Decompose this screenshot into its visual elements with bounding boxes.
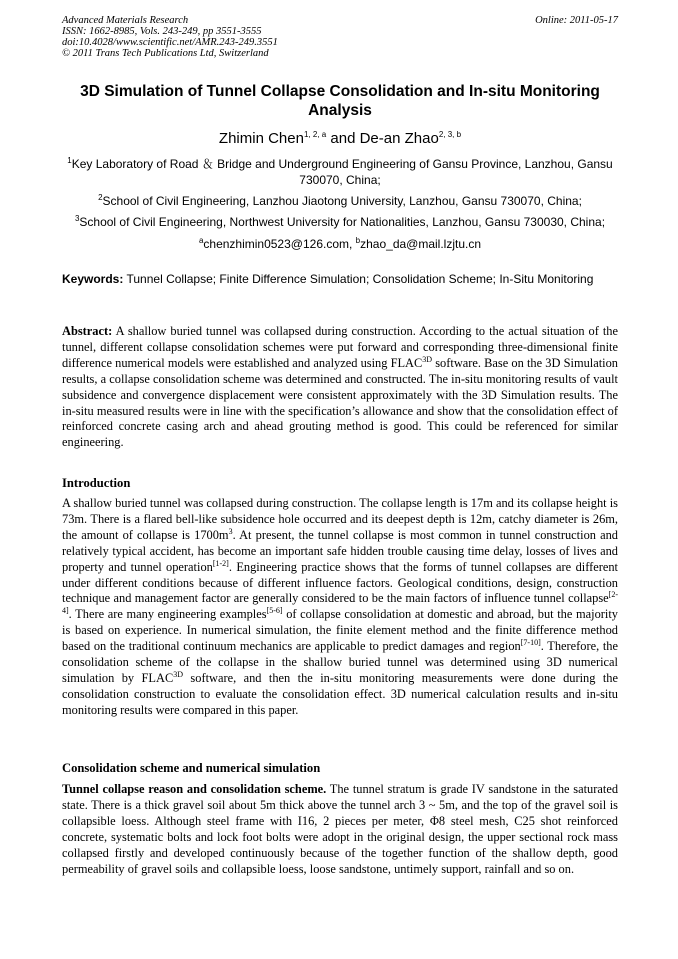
introduction-paragraph [62, 496, 618, 719]
abstract-label: Abstract: [62, 324, 113, 338]
abstract-text: software. Base on the 3D Simulation results, a collapse consolidation scheme was determined and constructed. The in-situ monitoring results of vault subsidence and convergence displacement were consistent approximately with the 3D Simulation results. The in-situ measured results were in line with the specification’s allowance and show that the consolidation effect of reinforced concrete casing arch and ahead grouting method is good. This could be referenced for similar engineering. [62, 355, 618, 450]
online-date: Online: 2011-05-17 [535, 15, 618, 26]
copyright-line: © 2011 Trans Tech Publications Ltd, Switzerland [62, 48, 269, 59]
keywords-label: Keywords: [62, 272, 124, 286]
section-heading-consolidation: Consolidation scheme and numerical simulation [62, 761, 321, 775]
author-superscript: 2, 3, b [438, 130, 462, 139]
superscript: 3D [173, 669, 183, 679]
citation: [2-4] [62, 590, 618, 616]
affiliation-superscript: 3 [74, 214, 80, 223]
email-superscript: b [355, 236, 361, 245]
email-address: chenzhimin0523@126.com, [203, 237, 353, 251]
affiliation-superscript: 2 [98, 193, 103, 202]
superscript: 3D [422, 354, 433, 364]
paragraph-text: . There are many engineering examples [68, 607, 267, 622]
author-name: Zhimin Chen [218, 130, 304, 147]
paragraph-text: . Engineering practice shows that the forms of tunnel collapses are different under different conditions because of different influence factors. Geological conditions, design, construction technique and management factor are generally considered to be the main factors of influence tunnel collapse [62, 559, 618, 606]
citation: [7-10] [520, 638, 541, 648]
citation: [5-6] [266, 606, 283, 616]
superscript: 3 [228, 526, 233, 536]
section-heading-introduction: Introduction [62, 476, 131, 490]
affiliation-3 [62, 214, 618, 230]
consolidation-paragraph [62, 782, 618, 877]
paragraph-text: of collapse consolidation at domestic and abroad, but the majority is based on experience. In numerical simulation, the finite element method and the finite difference method based on the traditional continuum mechanics are applicable to predict damages and region [62, 607, 618, 654]
affiliation-superscript: 1 [67, 156, 72, 165]
journal-header [62, 15, 618, 59]
author-line [62, 130, 618, 148]
affiliation-text: Key Laboratory of Road ＆ Bridge and Underground Engineering of Gansu Province, Lanzhou, Gansu 730070, China; [71, 157, 613, 187]
author-name: De-an Zhao [359, 130, 439, 147]
paper-title: 3D Simulation of Tunnel Collapse Consolidation and In-situ Monitoring Analysis [80, 83, 600, 119]
paragraph-text: software, and then the in-situ monitoring measurements were done during the consolidation construction to evaluate the consolidation effect. 3D numerical calculation results and in-situ monitoring results were compared in this paper. [62, 670, 618, 717]
paragraph-text: . Therefore, the consolidation scheme of the collapse in the shallow buried tunnel was determined using 3D numerical simulation by FLAC [62, 639, 618, 685]
journal-name: Advanced Materials Research [62, 15, 189, 26]
paragraph-text: The tunnel stratum is grade IV sandstone in the saturated state. There is a thick gravel soil about 5m thick above the tunnel arch 3 ~ 5m, and the top of the gravel soil is collapsible loess. Although steel frame with I16, 2 pieces per meter, Φ8 steel mesh, C25 shot reinforced concrete, systematic bolts and lock foot bolts were adopt in the original design, the upper sectional rock mass collapsed firstly and developed continuously because of the together function of the shallow depth, good permeability of gravel soils and collapsible loess, loose sandstone, untimely support, rainfall and so on. [62, 782, 619, 876]
abstract-text: A shallow buried tunnel was collapsed during construction. According to the actual situation of the tunnel, different collapse consolidation schemes were put forward and corresponding three-dimensional finite difference numerical models were established and analyzed using FLAC [62, 324, 618, 370]
author-superscript: 1, 2, a [303, 130, 327, 139]
email-superscript: a [198, 236, 204, 245]
issn-line: ISSN: 1662-8985, Vols. 243-249, pp 3551-3555 [62, 26, 262, 37]
paragraph-text: A shallow buried tunnel was collapsed during construction. The collapse length is 17m and its collapse height is 73m. There is a flared bell-like subsidence hole occurred and its deepest depth is 12m, catchy diameter is 26m, the amount of collapse is 1700m [62, 496, 618, 542]
affiliation-2 [62, 193, 618, 209]
keywords-text: Tunnel Collapse; Finite Difference Simulation; Consolidation Scheme; In-Situ Monitoring [126, 272, 594, 286]
email-line [62, 236, 618, 252]
affiliation-1 [62, 156, 618, 188]
affiliation-text: School of Civil Engineering, Lanzhou Jiaotong University, Lanzhou, Gansu 730070, China; [102, 194, 582, 208]
abstract [62, 324, 618, 451]
affiliation-text: School of Civil Engineering, Northwest University for Nationalities, Lanzhou, Gansu 730030, China; [79, 215, 606, 229]
keywords-block [62, 271, 618, 287]
author-conjunction: and [330, 130, 356, 147]
citation: [1-2] [212, 558, 229, 568]
doi-line: doi:10.4028/www.scientific.net/AMR.243-249.3551 [62, 37, 278, 48]
email-address: zhao_da@mail.lzjtu.cn [360, 237, 482, 251]
subsection-label: Tunnel collapse reason and consolidation scheme. [62, 782, 327, 796]
paragraph-text: . At present, the tunnel collapse is most common in tunnel construction and relatively typical accident, has become an important safe hidden trouble causing time delay, losses of lives and property and tunnel operation [62, 527, 618, 574]
